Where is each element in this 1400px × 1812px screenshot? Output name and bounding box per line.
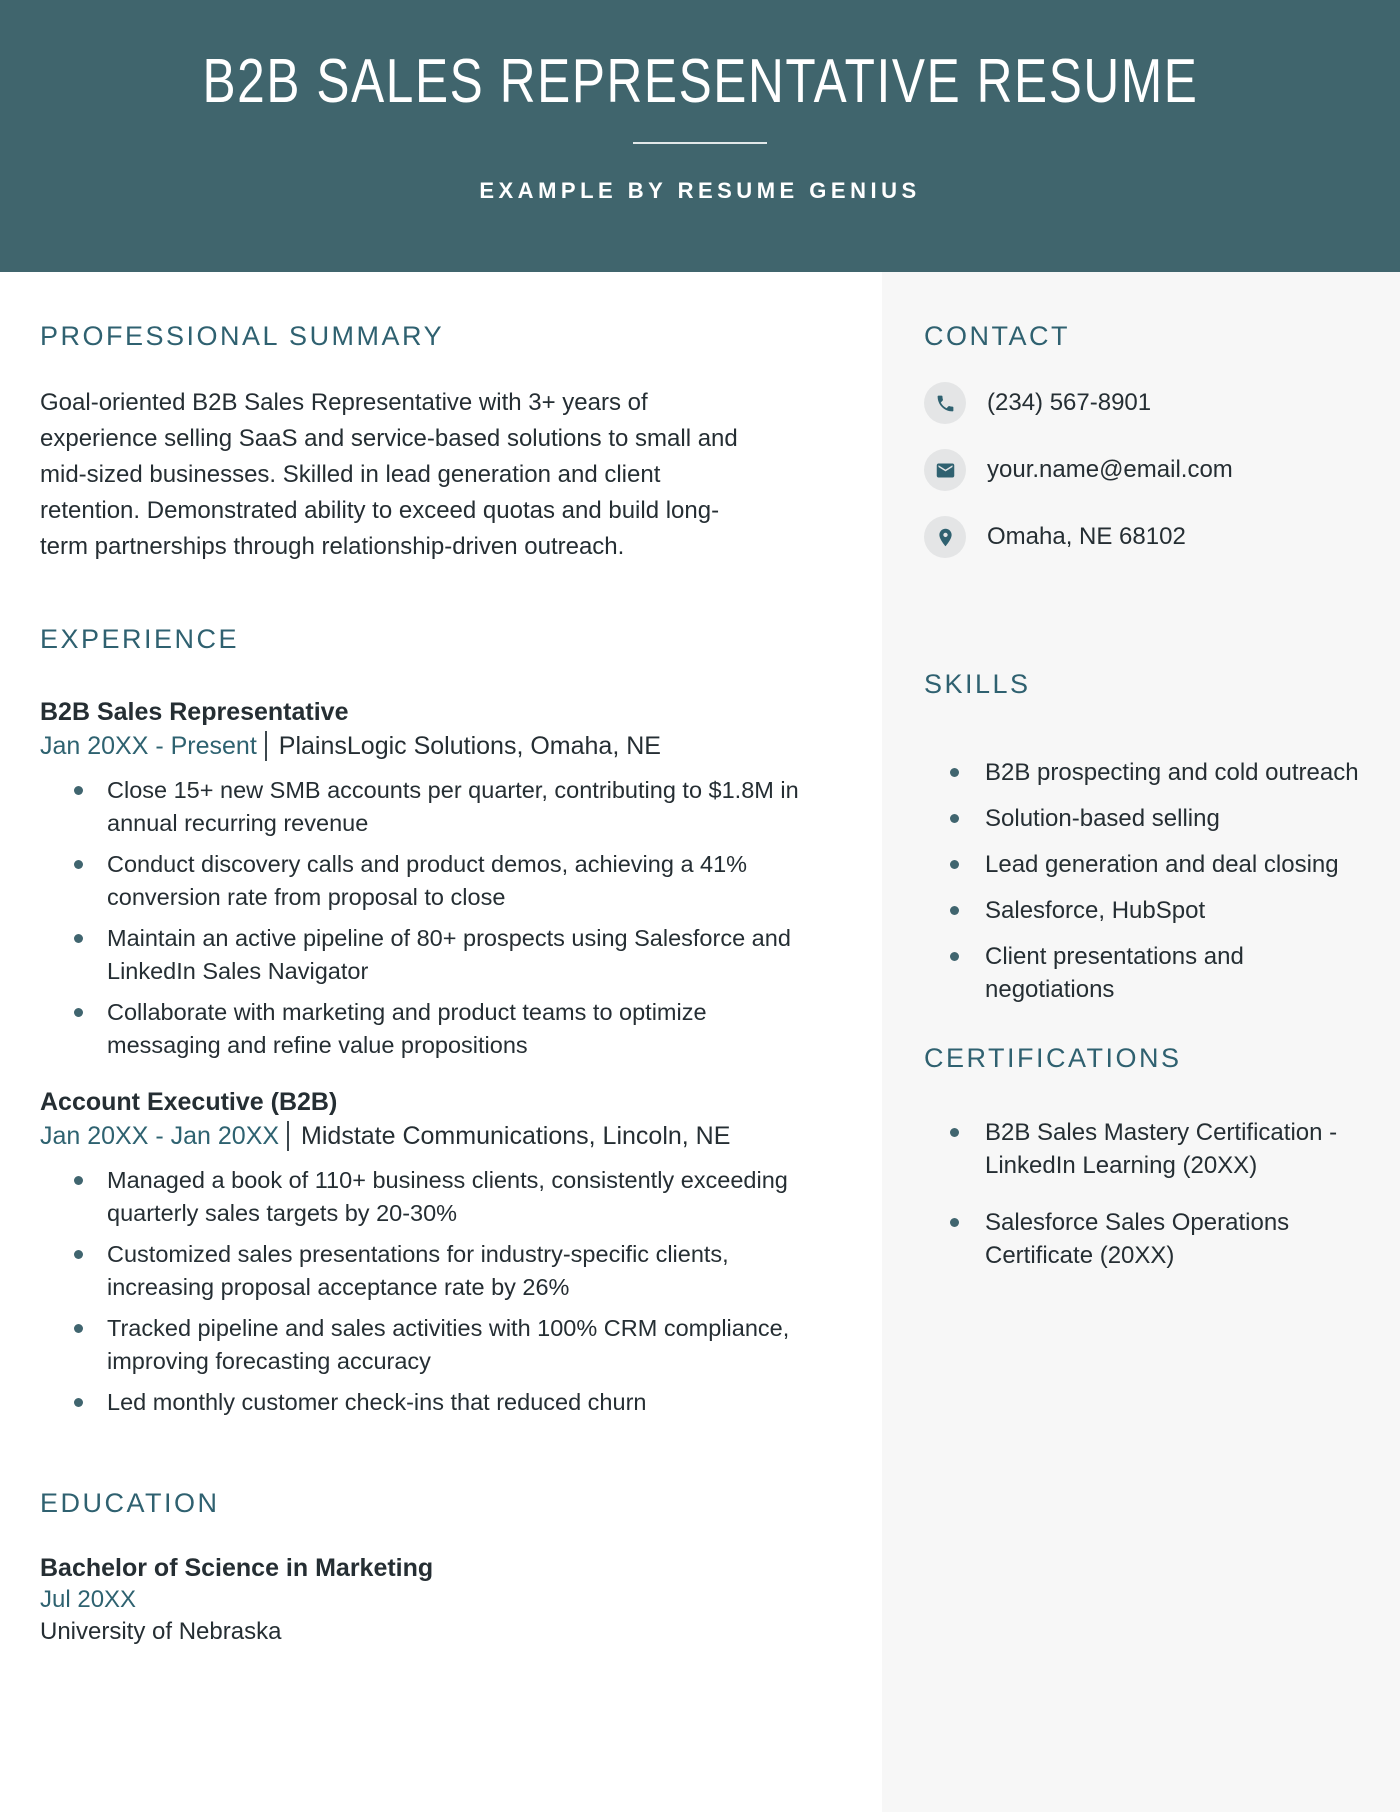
skills-list bbox=[924, 756, 1392, 1006]
education-school: University of Nebraska bbox=[40, 1617, 282, 1645]
professional-summary-heading: PROFESSIONAL SUMMARY bbox=[40, 321, 445, 351]
job-bullet-text: Close 15+ new SMB accounts per quarter, contributing to $1.8M in annual recurring revenue bbox=[107, 777, 799, 836]
certifications-heading: CERTIFICATIONS bbox=[924, 1043, 1182, 1073]
education-date: Jul 20XX bbox=[40, 1585, 137, 1613]
education-heading: EDUCATION bbox=[40, 1487, 220, 1518]
contact-item-phone bbox=[924, 382, 1392, 424]
contact-phone-text: (234) 567-8901 bbox=[987, 389, 1152, 416]
skill-text: B2B prospecting and cold outreach bbox=[985, 759, 1359, 786]
main-column bbox=[0, 272, 882, 1812]
certifications-list bbox=[924, 1116, 1392, 1272]
skill-item bbox=[950, 802, 1392, 835]
job-bullet bbox=[74, 848, 824, 913]
experience-section bbox=[40, 623, 824, 1419]
body-columns bbox=[0, 272, 1400, 1812]
job-bullet bbox=[74, 1312, 824, 1377]
job-bullet bbox=[74, 922, 824, 987]
title-divider bbox=[633, 142, 767, 144]
job-subtitle bbox=[40, 1120, 824, 1152]
contact-heading: CONTACT bbox=[924, 321, 1070, 351]
bullet-dot-icon bbox=[950, 1128, 959, 1137]
bullet-dot-icon bbox=[74, 1398, 83, 1407]
job-bullet-text: Maintain an active pipeline of 80+ prospects using Salesforce and LinkedIn Sales Navigator bbox=[107, 925, 791, 984]
job-bullet-text: Led monthly customer check-ins that reduced churn bbox=[107, 1389, 647, 1415]
bullet-dot-icon bbox=[74, 1250, 83, 1259]
bullet-dot-icon bbox=[74, 786, 83, 795]
skill-item bbox=[950, 848, 1392, 881]
skill-text: Lead generation and deal closing bbox=[985, 851, 1339, 878]
job-bullet bbox=[74, 1164, 824, 1229]
job-bullet-text: Collaborate with marketing and product teams to optimize messaging and refine value propositions bbox=[107, 999, 707, 1058]
date-company-divider bbox=[287, 1121, 289, 1151]
header-band bbox=[0, 0, 1400, 272]
skills-section bbox=[924, 668, 1392, 1006]
bullet-dot-icon bbox=[950, 860, 959, 869]
certification-item bbox=[950, 1206, 1392, 1272]
bullet-dot-icon bbox=[950, 1218, 959, 1227]
certifications-section bbox=[924, 1042, 1392, 1272]
contact-location-text: Omaha, NE 68102 bbox=[987, 523, 1186, 550]
job-title: B2B Sales Representative bbox=[40, 698, 349, 726]
job-bullet bbox=[74, 774, 824, 839]
skill-text: Solution-based selling bbox=[985, 805, 1220, 832]
contact-section bbox=[924, 320, 1392, 558]
contact-list bbox=[924, 382, 1392, 558]
location-icon bbox=[924, 516, 966, 558]
phone-icon bbox=[924, 382, 966, 424]
skill-text: Client presentations and negotiations bbox=[985, 943, 1244, 1003]
skills-heading: SKILLS bbox=[924, 669, 1031, 699]
job-bullet-text: Managed a book of 110+ business clients, consistently exceeding quarterly sales targets by 20-30% bbox=[107, 1167, 788, 1226]
job-entry bbox=[40, 1087, 824, 1419]
bullet-dot-icon bbox=[950, 814, 959, 823]
date-company-divider bbox=[265, 731, 267, 761]
experience-heading: EXPERIENCE bbox=[40, 624, 240, 654]
contact-item-email bbox=[924, 449, 1392, 491]
job-bullet-text: Tracked pipeline and sales activities with 100% CRM compliance, improving forecasting accuracy bbox=[107, 1315, 790, 1374]
job-bullet-text: Conduct discovery calls and product demos, achieving a 41% conversion rate from proposal to close bbox=[107, 851, 748, 910]
education-degree: Bachelor of Science in Marketing bbox=[40, 1553, 434, 1582]
sidebar-column bbox=[882, 272, 1400, 1812]
job-dates: Jan 20XX - Present bbox=[40, 732, 257, 760]
education-section bbox=[40, 1487, 824, 1648]
contact-item-location bbox=[924, 516, 1392, 558]
job-company: PlainsLogic Solutions, Omaha, NE bbox=[278, 732, 661, 760]
skill-item bbox=[950, 756, 1392, 789]
contact-email-text: your.name@email.com bbox=[987, 456, 1233, 483]
job-title: Account Executive (B2B) bbox=[40, 1088, 338, 1116]
bullet-dot-icon bbox=[950, 768, 959, 777]
professional-summary-text: Goal-oriented B2B Sales Representative with 3+ years of experience selling SaaS and service-based solutions to small and mid-sized businesses. Skilled in lead generation and client retention. Demonstrated ability to exceed quotas and build long-term partnerships through relationship-driven outreach. bbox=[40, 389, 738, 560]
page-title: B2B SALES REPRESENTATIVE RESUME bbox=[202, 47, 1198, 116]
skill-text: Salesforce, HubSpot bbox=[985, 897, 1206, 924]
job-subtitle bbox=[40, 730, 824, 762]
job-bullet bbox=[74, 1238, 824, 1303]
bullet-dot-icon bbox=[950, 906, 959, 915]
professional-summary-section bbox=[40, 320, 824, 565]
bullet-dot-icon bbox=[74, 860, 83, 869]
job-entry bbox=[40, 697, 824, 1061]
bullet-dot-icon bbox=[74, 1176, 83, 1185]
skill-item bbox=[950, 894, 1392, 927]
certification-text: Salesforce Sales Operations Certificate (20XX) bbox=[985, 1209, 1290, 1269]
job-bullet bbox=[74, 996, 824, 1061]
page-subtitle: EXAMPLE BY RESUME GENIUS bbox=[479, 178, 921, 204]
job-bullet-list bbox=[40, 1164, 824, 1419]
certification-text: B2B Sales Mastery Certification - LinkedIn Learning (20XX) bbox=[985, 1119, 1338, 1179]
email-icon bbox=[924, 449, 966, 491]
bullet-dot-icon bbox=[74, 1324, 83, 1333]
bullet-dot-icon bbox=[74, 934, 83, 943]
certification-item bbox=[950, 1116, 1392, 1182]
job-dates: Jan 20XX - Jan 20XX bbox=[40, 1122, 280, 1150]
job-bullet-list bbox=[40, 774, 824, 1061]
bullet-dot-icon bbox=[950, 952, 959, 961]
skill-item bbox=[950, 940, 1392, 1006]
bullet-dot-icon bbox=[74, 1008, 83, 1017]
job-bullet-text: Customized sales presentations for industry-specific clients, increasing proposal acceptance rate by 26% bbox=[107, 1241, 729, 1300]
job-company: Midstate Communications, Lincoln, NE bbox=[301, 1122, 731, 1150]
job-bullet bbox=[74, 1386, 824, 1419]
